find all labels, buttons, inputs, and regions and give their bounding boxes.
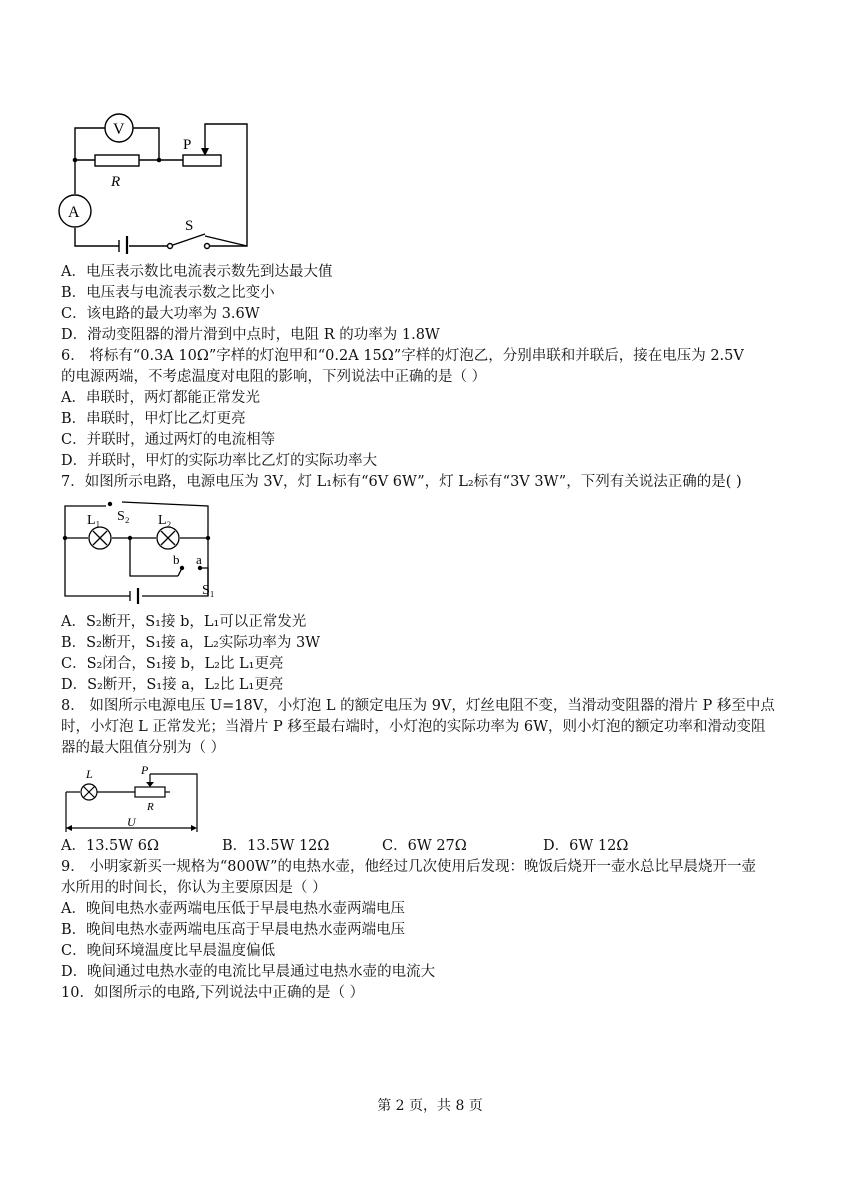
q5-option-b: B．电压表与电流表示数之比变小 [61,285,275,301]
slider-label: P [183,137,192,153]
q8-stem-line1: 8． 如图所示电源电压 U=18V，小灯泡 L 的额定电压为 9V，灯丝电阻不变，当滑动变阻器的滑片 P 移至中点 [61,698,775,714]
q7-option-c: C．S₂闭合，S₁接 b，L₂比 L₁更亮 [61,656,284,672]
resistor-label: R [111,174,121,190]
ammeter-label: A [68,204,80,221]
q6-option-d: D．并联时，甲灯的实际功率比乙灯的实际功率大 [61,453,378,469]
q5-option-c: C．该电路的最大功率为 3.6W [61,306,260,322]
q6-option-c: C．并联时，通过两灯的电流相等 [61,432,276,448]
q6-option-b: B．串联时，甲灯比乙灯更亮 [61,411,246,427]
q6-option-a: A．串联时，两灯都能正常发光 [61,390,260,406]
q7-stem: 7．如图所示电路，电源电压为 3V，灯 L₁标有“6V 6W”，灯 L₂标有“3V 3W”，下列有关说法正确的是( ) [61,474,742,490]
lamp-l-label: L [86,767,93,781]
q7-option-d: D．S₂断开，S₁接 a，L₂比 L₁更亮 [61,677,284,693]
circuit-figure-8 [62,760,202,836]
q9-stem-line1: 9． 小明家新买一规格为“800W”的电热水壶，他经过几次使用后发现：晚饭后烧开一壶水总比早晨烧开一壶 [61,859,757,875]
q9-option-b: B．晚间电热水壶两端电压高于早晨电热水壶两端电压 [61,922,406,938]
contact-a-label: a [196,552,202,567]
q7-option-b: B．S₂断开，S₁接 a，L₂实际功率为 3W [61,635,321,651]
circuit-figure-7 [60,496,220,608]
q6-stem-line1: 6． 将标有“0.3A 10Ω”字样的灯泡甲和“0.2A 15Ω”字样的灯泡乙，分别串联和并联后，接在电压为 2.5V [61,348,744,364]
lamp-l2-label: L₂ [158,513,172,528]
q9-stem-line2: 水所用的时间长，你认为主要原因是（ ） [61,880,327,896]
q5-option-d: D．滑动变阻器的滑片滑到中点时，电阻 R 的功率为 1.8W [61,327,440,343]
q7-option-a: A．S₂断开，S₁接 b，L₁可以正常发光 [61,614,307,630]
q8-option-c: C．6W 27Ω [382,838,467,854]
q9-option-c: C．晚间环境温度比早晨温度偏低 [61,943,276,959]
q9-option-d: D．晚间通过电热水壶的电流比早晨通过电热水壶的电流大 [61,964,436,980]
resistor-r-label: R [147,801,154,813]
lamp-l1-label: L₁ [87,513,101,528]
q9-option-a: A．晚间电热水壶两端电压低于早晨电热水壶两端电压 [61,901,405,917]
q8-option-a: A．13.5W 6Ω [61,838,160,854]
q10-stem: 10．如图所示的电路,下列说法中正确的是（ ） [61,985,365,1001]
voltmeter-label: V [113,121,125,138]
contact-b-label: b [173,552,180,567]
q5-option-a: A．电压表示数比电流表示数先到达最大值 [61,264,333,280]
page-footer: 第 2 页，共 8 页 [377,1098,483,1114]
voltage-u-label: U [127,815,136,829]
q8-option-b: B．13.5W 12Ω [222,838,330,854]
q8-stem-line3: 器的最大阻值分别为（ ） [61,740,226,756]
slider-p-label: P [141,763,149,777]
circuit-figure-1 [55,112,255,254]
switch-s2-label: S₂ [117,509,130,524]
q6-stem-line2: 的电源两端，不考虑温度对电阻的影响，下列说法中正确的是（ ） [61,369,487,385]
q8-option-d: D．6W 12Ω [543,838,629,854]
q8-stem-line2: 时，小灯泡 L 正常发光；当滑片 P 移至最右端时，小灯泡的实际功率为 6W，则小灯泡的额定功率和滑动变阻 [61,719,766,735]
switch-s1-label: S₁ [202,583,215,598]
switch-label: S [185,218,194,234]
